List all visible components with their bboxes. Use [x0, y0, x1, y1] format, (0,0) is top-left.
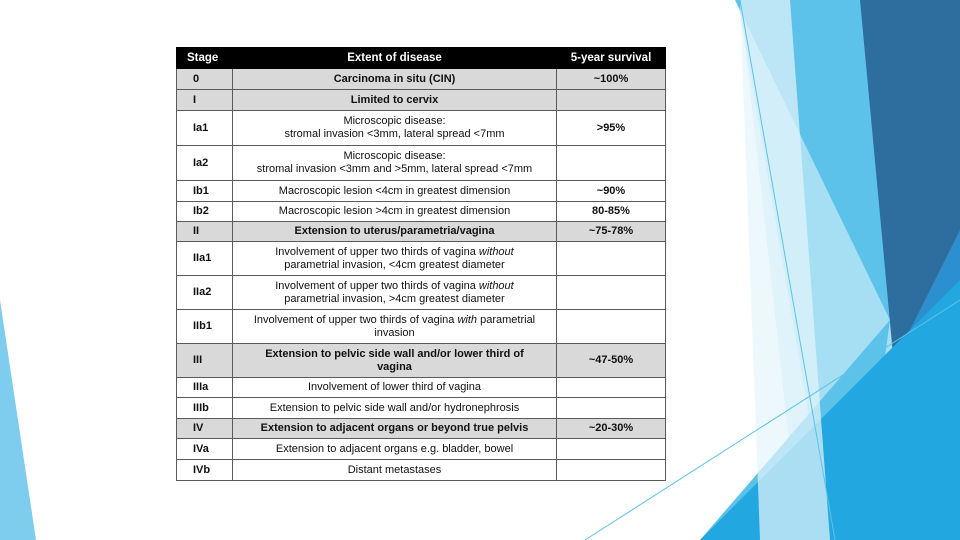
stage-cell: IIIa: [177, 378, 233, 398]
table-row: [177, 202, 666, 222]
extent-line-1: Microscopic disease:: [343, 115, 446, 127]
extent-line-1: Involvement of upper two thirds of vagina: [275, 245, 479, 258]
stage-cell: IVb: [177, 460, 233, 481]
table-row: [177, 398, 666, 419]
stage-cell: Ia1: [177, 111, 233, 146]
stage-cell: IIa2: [177, 276, 233, 310]
staging-table-container: [176, 47, 665, 481]
extent-cell: Macroscopic lesion <4cm in greatest dimension: [233, 181, 557, 202]
survival-cell: ~47-50%: [557, 344, 666, 378]
extent-cell: [233, 276, 557, 310]
survival-cell: >95%: [557, 111, 666, 146]
stage-cell: II: [177, 222, 233, 242]
stage-cell: III: [177, 344, 233, 378]
stage-cell: IVa: [177, 439, 233, 460]
extent-line-1: Microscopic disease:: [343, 150, 446, 162]
table-row: [177, 276, 666, 310]
extent-cell: Extension to adjacent organs e.g. bladder, bowel: [233, 439, 557, 460]
table-row: [177, 242, 666, 276]
stage-cell: 0: [177, 69, 233, 90]
extent-cell: [233, 146, 557, 181]
survival-cell: [557, 310, 666, 344]
stage-cell: Ib1: [177, 181, 233, 202]
survival-cell: ~100%: [557, 69, 666, 90]
extent-line-2: parametrial invasion, <4cm greatest diameter: [284, 258, 505, 271]
extent-line-2: invasion: [374, 326, 415, 339]
extent-cell: Involvement of lower third of vagina: [233, 378, 557, 398]
extent-line-2: vagina: [377, 360, 412, 373]
extent-cell: [233, 310, 557, 344]
extent-cell: Extension to uterus/parametria/vagina: [233, 222, 557, 242]
stage-cell: IIIb: [177, 398, 233, 419]
extent-cell: [233, 111, 557, 146]
table-row: [177, 460, 666, 481]
left-accent-sliver: [0, 300, 36, 540]
extent-emphasis: without: [478, 245, 514, 258]
survival-cell: [557, 276, 666, 310]
header-extent: Extent of disease: [233, 48, 557, 69]
survival-cell: ~75-78%: [557, 222, 666, 242]
survival-cell: ~20-30%: [557, 419, 666, 439]
extent-cell: Carcinoma in situ (CIN): [233, 69, 557, 90]
extent-line-1: Extension to pelvic side wall and/or lower third of: [265, 347, 524, 360]
survival-cell: [557, 460, 666, 481]
cervical-cancer-staging-table: [176, 47, 666, 481]
survival-cell: [557, 242, 666, 276]
extent-line-2: parametrial invasion, >4cm greatest diameter: [284, 292, 505, 305]
stage-cell: Ia2: [177, 146, 233, 181]
extent-cell: Distant metastases: [233, 460, 557, 481]
extent-line-2: stromal invasion <3mm, lateral spread <7mm: [284, 128, 505, 140]
extent-cell: [233, 242, 557, 276]
table-row: [177, 90, 666, 111]
extent-cell: Limited to cervix: [233, 90, 557, 111]
table-row: [177, 419, 666, 439]
table-row: [177, 146, 666, 181]
extent-line-1: Involvement of upper two thirds of vagina: [275, 279, 479, 292]
extent-line-1-post: parametrial: [477, 313, 536, 326]
extent-cell: Extension to adjacent organs or beyond true pelvis: [233, 419, 557, 439]
stage-cell: IIb1: [177, 310, 233, 344]
stage-cell: Ib2: [177, 202, 233, 222]
extent-line-1: Involvement of upper two thirds of vagina: [253, 313, 458, 326]
survival-cell: [557, 398, 666, 419]
survival-cell: [557, 146, 666, 181]
stage-cell: I: [177, 90, 233, 111]
extent-cell: [233, 344, 557, 378]
table-row: [177, 111, 666, 146]
table-row: [177, 69, 666, 90]
extent-emphasis: with: [457, 313, 478, 326]
header-stage: Stage: [177, 48, 233, 69]
survival-cell: [557, 378, 666, 398]
table-header-row: [177, 48, 666, 69]
table-row: [177, 222, 666, 242]
extent-emphasis: without: [478, 279, 514, 292]
extent-cell: Macroscopic lesion >4cm in greatest dimension: [233, 202, 557, 222]
extent-line-2: stromal invasion <3mm and >5mm, lateral spread <7mm: [256, 163, 533, 175]
table-row: [177, 439, 666, 460]
stage-cell: IV: [177, 419, 233, 439]
table-row: [177, 378, 666, 398]
table-row: [177, 181, 666, 202]
table-row: [177, 344, 666, 378]
stage-cell: IIa1: [177, 242, 233, 276]
survival-cell: 80-85%: [557, 202, 666, 222]
table-row: [177, 310, 666, 344]
survival-cell: ~90%: [557, 181, 666, 202]
extent-cell: Extension to pelvic side wall and/or hydronephrosis: [233, 398, 557, 419]
survival-cell: [557, 90, 666, 111]
survival-cell: [557, 439, 666, 460]
header-survival: 5-year survival: [557, 48, 666, 69]
